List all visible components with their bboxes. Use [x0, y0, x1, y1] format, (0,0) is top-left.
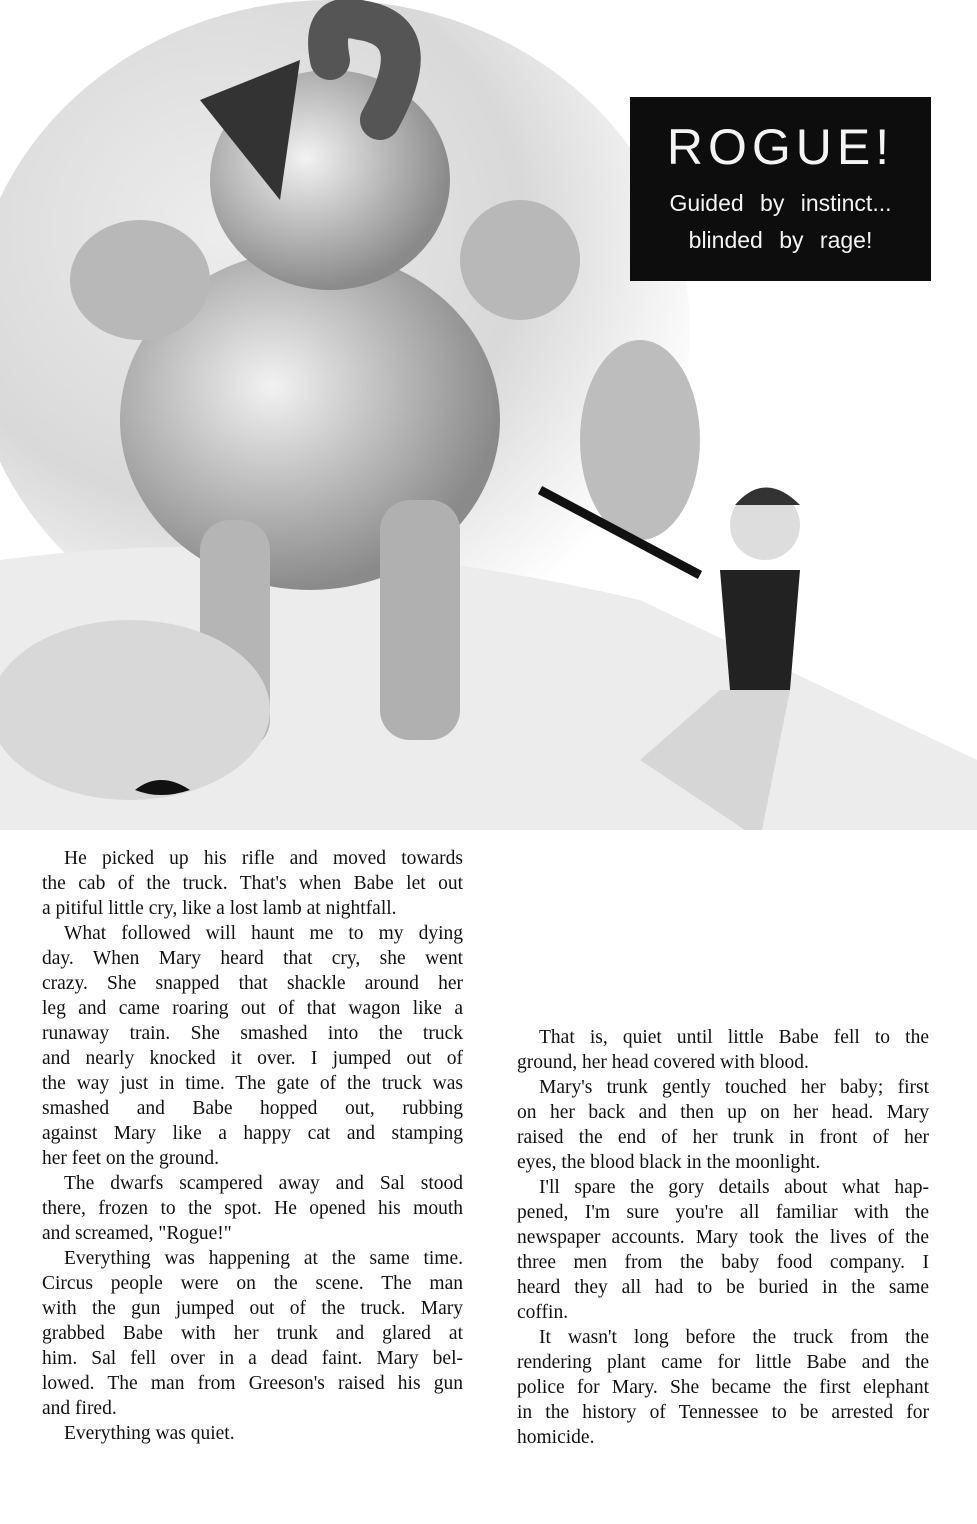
text-line: homicide.: [517, 1427, 595, 1448]
text-line: Everything was quiet.: [64, 1423, 235, 1444]
paragraph: [517, 1325, 929, 1450]
text-line: Circus people were on the scene. The man: [42, 1273, 463, 1294]
text-line: against Mary like a happy cat and stamping: [42, 1123, 463, 1144]
story-column-left: [42, 846, 463, 1446]
callout-subtitle-line: Guided by instinct...: [669, 190, 892, 216]
paragraph: [42, 1246, 463, 1421]
paragraph: [517, 1025, 929, 1075]
text-line: and fired.: [42, 1398, 117, 1419]
paragraph: [42, 1171, 463, 1246]
text-line: The dwarfs scampered away and Sal stood: [64, 1173, 463, 1194]
text-line: her feet on the ground.: [42, 1148, 220, 1169]
text-line: raised the end of her trunk in front of her: [517, 1127, 929, 1148]
text-line: grabbed Babe with her trunk and glared at: [42, 1323, 463, 1344]
paragraph: [42, 1421, 463, 1446]
text-line: He picked up his rifle and moved towards: [64, 848, 463, 869]
rogue-callout-box: [630, 97, 931, 281]
text-line: I'll spare the gory details about what hap-: [539, 1177, 929, 1198]
text-line: day. When Mary heard that cry, she went: [42, 948, 463, 969]
callout-title: ROGUE!: [666, 119, 895, 175]
text-line: rendering plant came for little Babe and the: [517, 1352, 929, 1373]
text-line: runaway train. She smashed into the truck: [42, 1023, 463, 1044]
text-line: crazy. She snapped that shackle around her: [42, 973, 463, 994]
text-line: in the history of Tennessee to be arrested for: [517, 1402, 929, 1423]
paragraph: [42, 921, 463, 1171]
text-line: coffin.: [517, 1302, 569, 1323]
text-line: What followed will haunt me to my dying: [64, 923, 463, 944]
text-line: and screamed, "Rogue!": [42, 1223, 232, 1244]
text-line: and nearly knocked it over. I jumped out of: [42, 1048, 463, 1069]
text-line: heard they all had to be buried in the same: [517, 1277, 929, 1298]
text-line: Everything was happening at the same time.: [64, 1248, 463, 1269]
text-line: a pitiful little cry, like a lost lamb at nightfall.: [42, 898, 397, 919]
callout-subtitle: [630, 185, 931, 259]
text-line: Mary's trunk gently touched her baby; first: [539, 1077, 929, 1098]
text-line: him. Sal fell over in a dead faint. Mary bel-: [42, 1348, 463, 1369]
paragraph: [42, 846, 463, 921]
text-line: leg and came roaring out of that wagon like a: [42, 998, 463, 1019]
text-line: It wasn't long before the truck from the: [539, 1327, 929, 1348]
text-line: That is, quiet until little Babe fell to the: [539, 1027, 929, 1048]
paragraph: [517, 1175, 929, 1325]
text-line: ground, her head covered with blood.: [517, 1052, 809, 1073]
text-line: on her back and then up on her head. Mary: [517, 1102, 929, 1123]
text-line: there, frozen to the spot. He opened his mouth: [42, 1198, 463, 1219]
text-line: three men from the baby food company. I: [517, 1252, 929, 1273]
story-column-right: [517, 1025, 929, 1450]
text-line: eyes, the blood black in the moonlight.: [517, 1152, 821, 1173]
baby-elephant-babe: [0, 620, 270, 800]
paragraph: [517, 1075, 929, 1175]
callout-subtitle-line: blinded by rage!: [688, 227, 873, 253]
text-line: the way just in time. The gate of the truck was: [42, 1073, 463, 1094]
text-line: pened, I'm sure you're all familiar with the: [517, 1202, 929, 1223]
text-line: newspaper accounts. Mary took the lives of the: [517, 1227, 929, 1248]
text-line: lowed. The man from Greeson's raised his gun: [42, 1373, 463, 1394]
text-line: police for Mary. She became the first elephant: [517, 1377, 929, 1398]
text-line: smashed and Babe hopped out, rubbing: [42, 1098, 463, 1119]
text-line: the cab of the truck. That's when Babe let out: [42, 873, 463, 894]
text-line: with the gun jumped out of the truck. Mary: [42, 1298, 463, 1319]
